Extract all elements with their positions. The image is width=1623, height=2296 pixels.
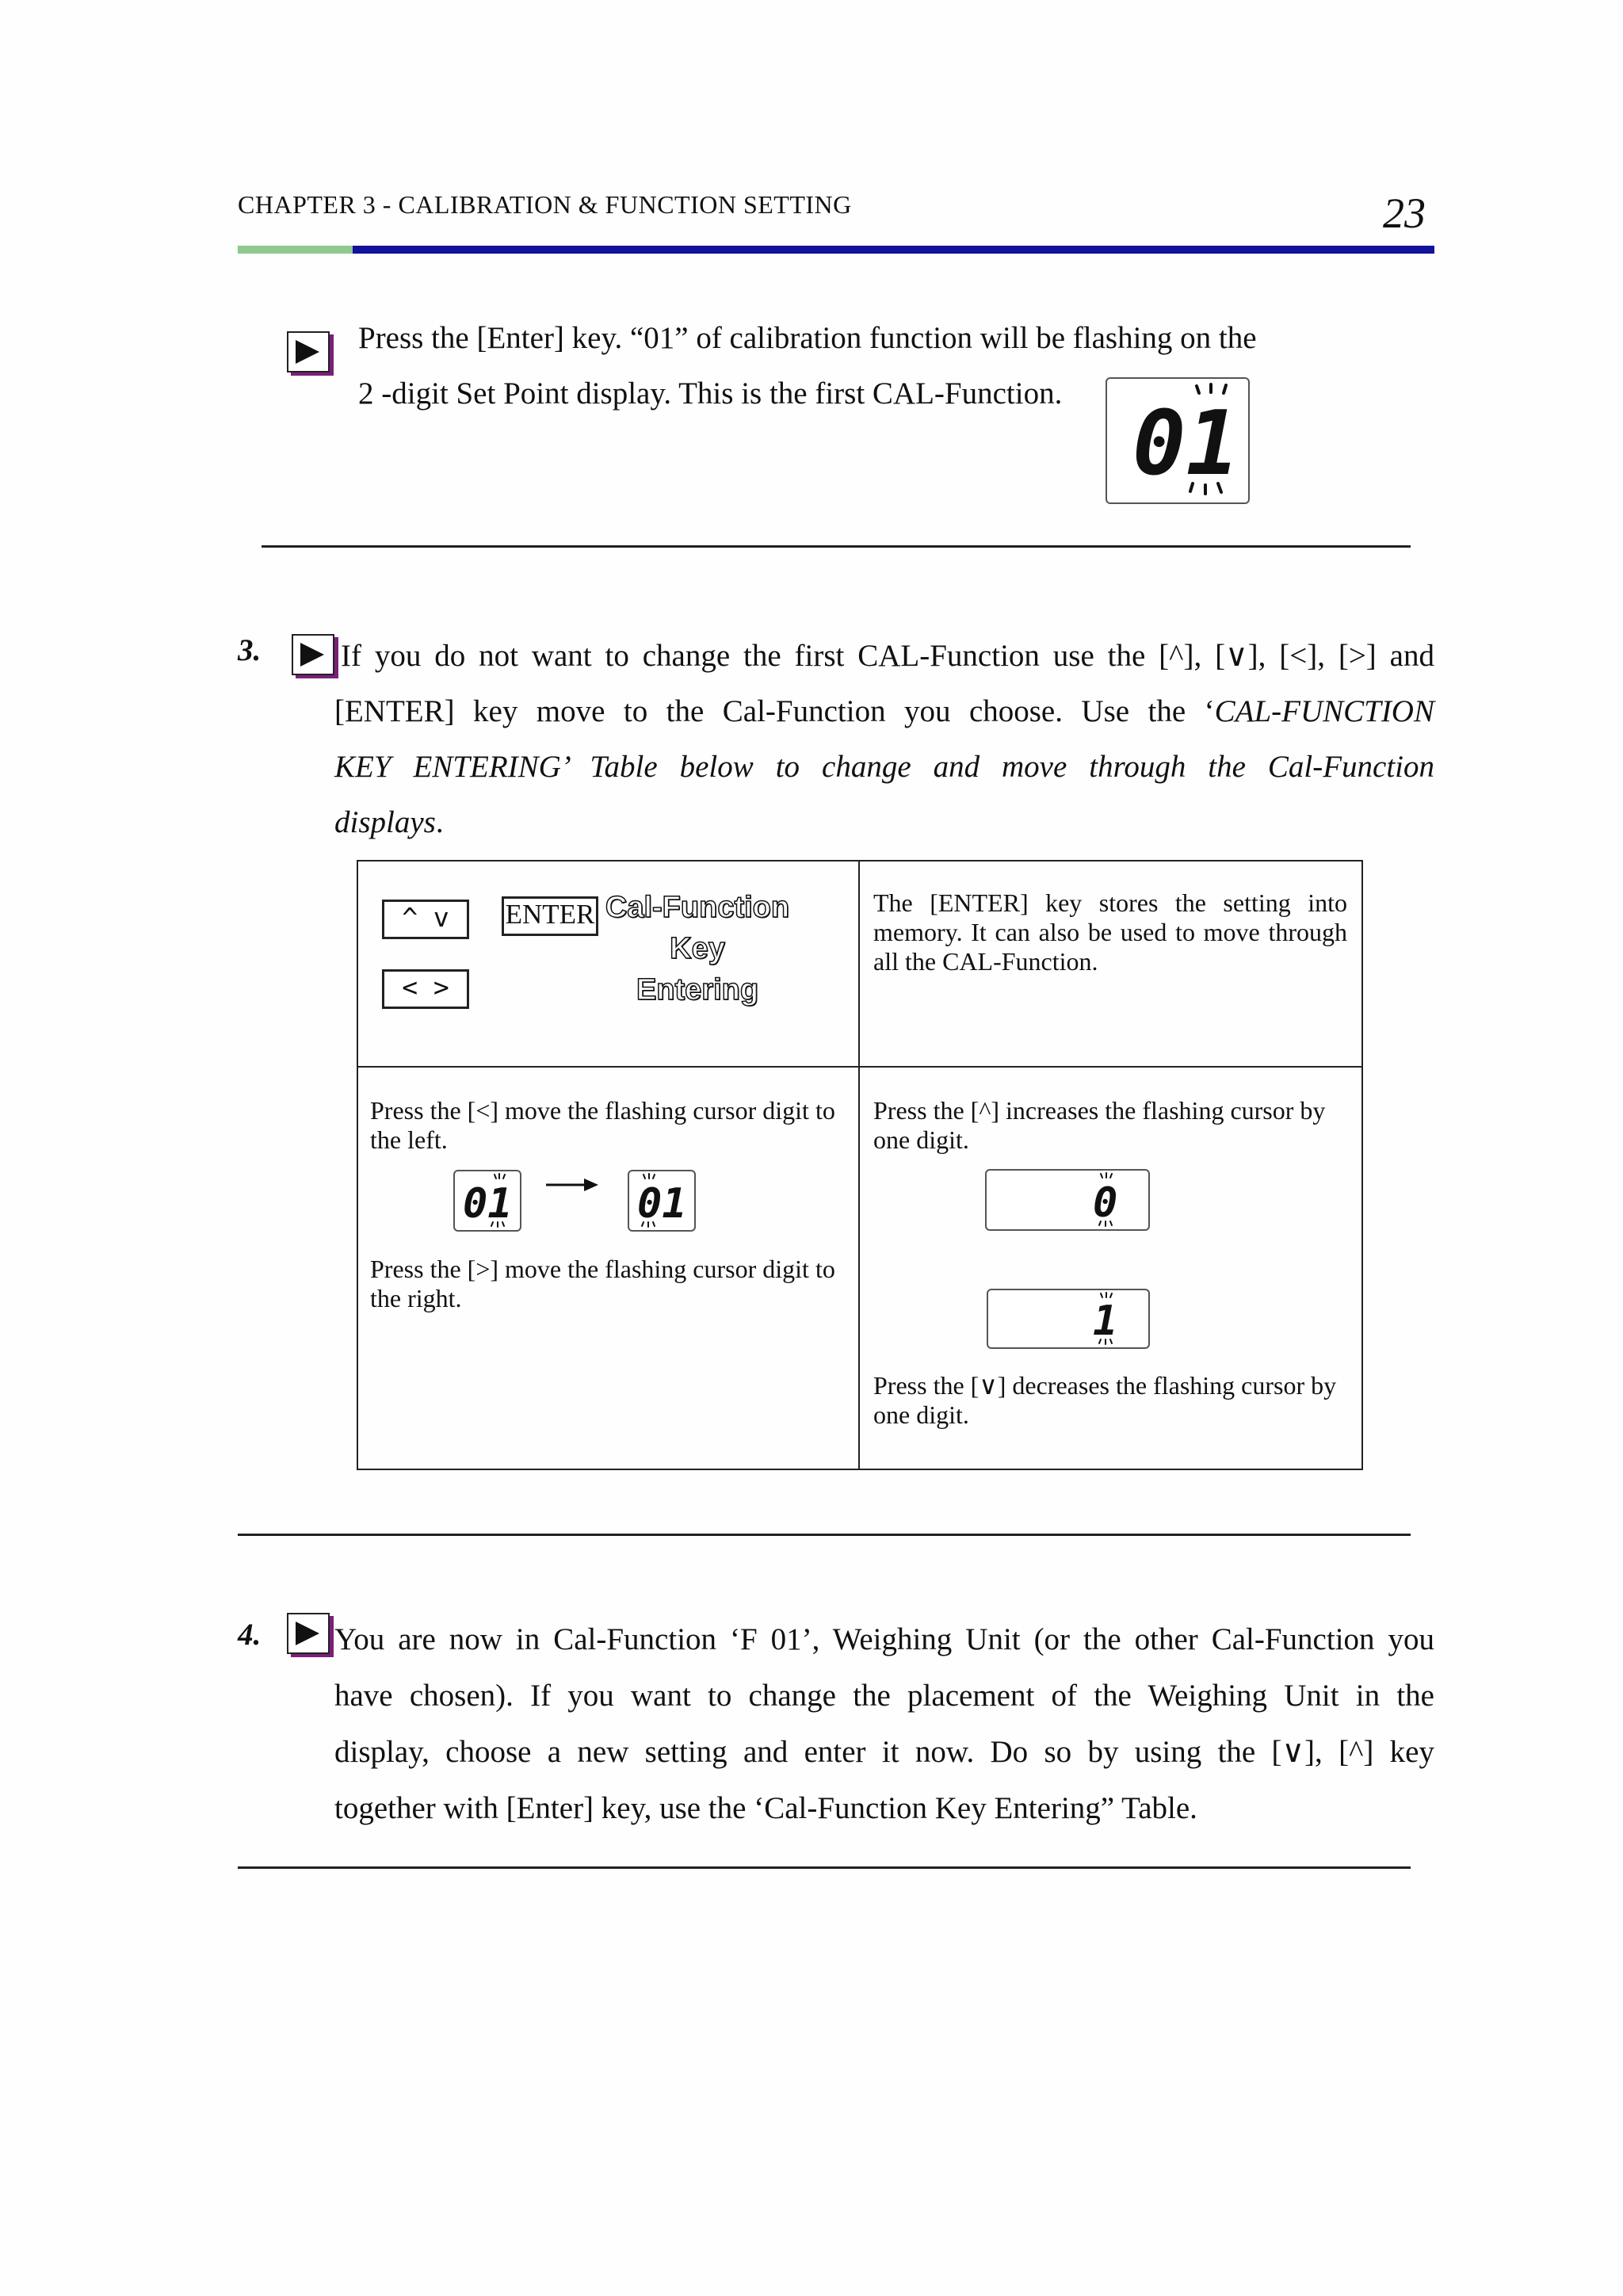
left-key-description: Press the [<] move the flashing cursor digit to the left. [370, 1096, 835, 1154]
left-right-key[interactable] [382, 969, 469, 1009]
table-border-top [357, 860, 1363, 861]
table-title-line-3: Entering [636, 973, 759, 1007]
up-down-key-label: ^ v [402, 902, 449, 933]
left-right-key-label: < > [402, 972, 449, 1003]
table-column-divider [858, 860, 860, 1470]
down-key-description: Press the [∨] decreases the flashing cursor by one digit. [873, 1371, 1337, 1429]
step4-line-4: together with [Enter] key, use the ‘Cal-Function Key Entering” Table. [334, 1791, 1197, 1825]
cal-function-table [357, 860, 1363, 1470]
table-title-line-2: Key [670, 932, 725, 965]
arrow-right-icon [544, 1175, 600, 1194]
step3-line-4-end: . [435, 805, 444, 839]
section-divider [238, 1866, 1411, 1869]
display-before-left-value: 01 [463, 1180, 513, 1228]
right-key-description: Press the [>] move the flashing cursor digit to the right. [370, 1255, 835, 1312]
step4-line-3: display, choose a new setting and enter it now. Do so by using the [∨], [^] key [334, 1735, 1434, 1769]
intro-line-1: Press the [Enter] key. “01” of calibration function will be flashing on the [358, 321, 1257, 355]
table-border-bottom [357, 1469, 1363, 1470]
step3-line-1: If you do not want to change the first CAL-Function use the [^], [∨], [<], [>] and [341, 639, 1434, 673]
table-border-left [357, 860, 358, 1470]
enter-key-description: The [ENTER] key stores the setting into memory. It can also be used to move through all the CAL-Function. [873, 888, 1347, 976]
step3-line-2 [334, 684, 1434, 739]
setpoint-display-value: 01 [1132, 392, 1239, 495]
up-key-description: Press the [^] increases the flashing cursor by one digit. [873, 1096, 1326, 1154]
display-after-left-value: 01 [637, 1180, 687, 1228]
header-rule-blue [353, 246, 1434, 254]
page-number: 23 [1383, 189, 1426, 237]
table-title [602, 887, 792, 1010]
play-button-icon [287, 331, 330, 372]
step3-line-2-text: [ENTER] key move to the Cal-Function you choose. Use the ‘ [334, 694, 1215, 728]
step-number-3: 3. [238, 633, 262, 667]
intro-line-2: 2 -digit Set Point display. This is the first CAL-Function. [358, 376, 1063, 411]
step3-line-4 [334, 795, 444, 850]
enter-key[interactable] [502, 896, 598, 936]
step3-line-2-italic: CAL-FUNCTION [1214, 694, 1434, 728]
table-row-divider [357, 1066, 1363, 1068]
display-down-example [987, 1289, 1150, 1349]
display-down-value: 1 [1093, 1297, 1118, 1345]
display-after-left [628, 1170, 696, 1232]
step3-line-4-italic: displays [334, 805, 436, 839]
play-button-icon [287, 1613, 330, 1654]
display-up-value: 0 [1093, 1179, 1118, 1227]
setpoint-display [1106, 377, 1250, 504]
chapter-title: CHAPTER 3 - CALIBRATION & FUNCTION SETTING [238, 190, 852, 219]
header-rule-green [238, 246, 353, 254]
table-title-line-1: Cal-Function [605, 891, 790, 924]
step4-line-1: You are now in Cal-Function ‘F 01’, Weighing Unit (or the other Cal-Function you [334, 1622, 1434, 1656]
enter-key-label: ENTER [505, 899, 595, 930]
display-up-example [985, 1169, 1150, 1231]
section-divider [238, 1534, 1411, 1536]
display-before-left [453, 1170, 521, 1232]
play-button-icon [292, 634, 334, 675]
step-number-4: 4. [238, 1618, 262, 1652]
step3-line-3: KEY ENTERING’ Table below to change and move through the Cal-Function [334, 750, 1434, 784]
step4-line-2: have chosen). If you want to change the placement of the Weighing Unit in the [334, 1679, 1434, 1713]
up-down-key[interactable] [382, 900, 469, 939]
section-divider [262, 545, 1411, 548]
table-border-right [1361, 860, 1363, 1470]
